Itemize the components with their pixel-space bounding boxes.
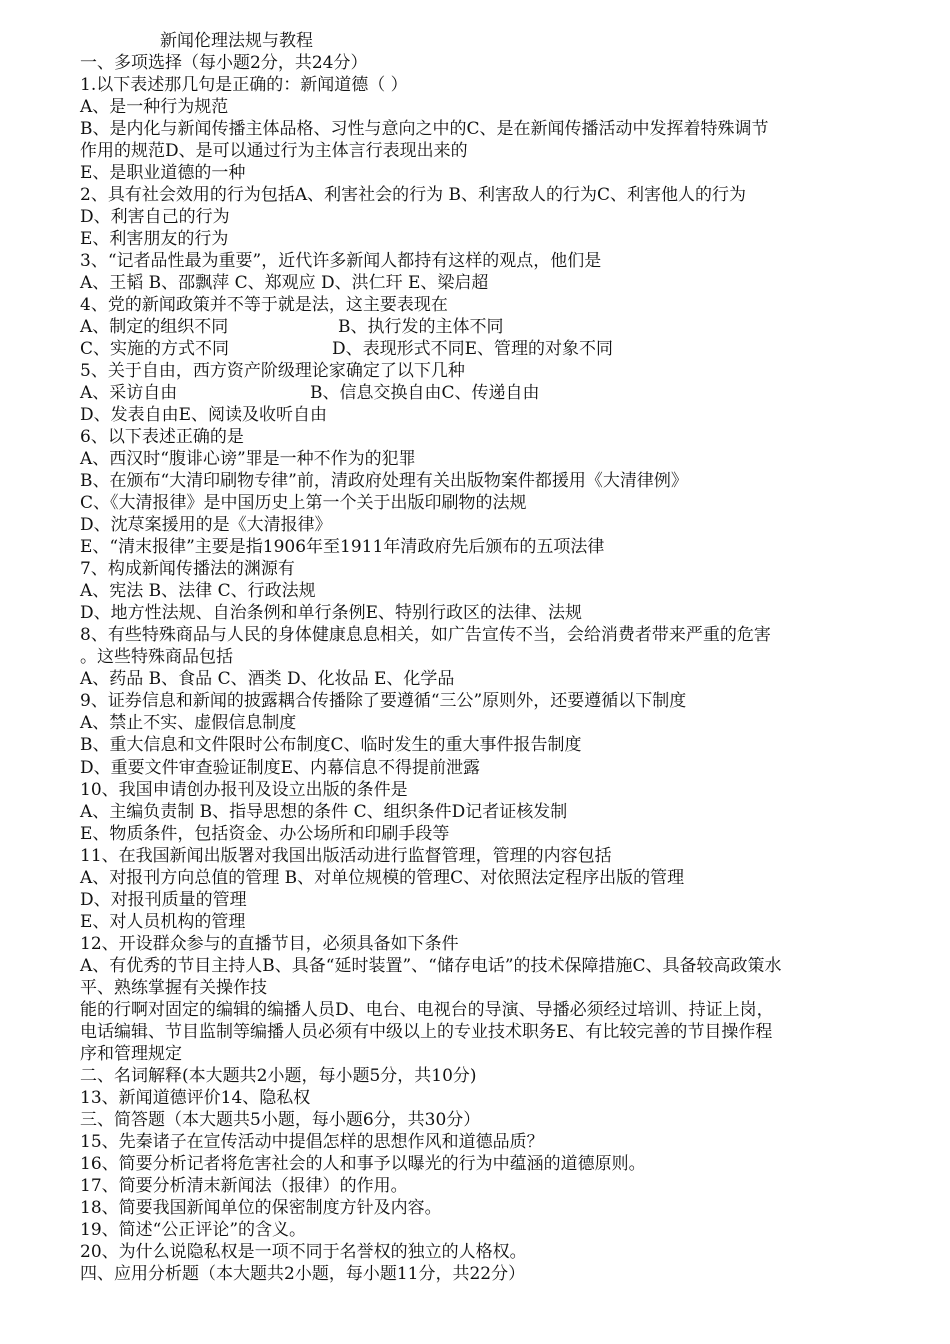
text-segment: D、对报刊质量的管理 [80, 889, 247, 910]
text-segment: E、对人员机构的管理 [80, 911, 246, 932]
text-segment: 7、构成新闻传播法的渊源有 [80, 559, 295, 580]
text-segment: A、有优秀的节目主持人B、具备“延时装置”、“储存电话”的技术保障措施C、具备较高政策水 [80, 955, 782, 976]
text-line [80, 823, 870, 845]
text-segment: D、地方性法规、自治条例和单行条例E、特别行政区的法律、法规 [80, 603, 583, 624]
text-segment: 17、简要分析清末新闻法（报律）的作用。 [80, 1175, 408, 1196]
text-line [80, 162, 870, 184]
text-segment: 平、熟练掌握有关操作技 [80, 977, 267, 998]
text-segment: D、表现形式不同E、管理的对象不同 [332, 339, 614, 360]
text-line [80, 646, 870, 668]
text-line [80, 558, 870, 580]
text-segment: 5、关于自由，西方资产阶级理论家确定了以下几种 [80, 361, 465, 382]
text-line [80, 779, 870, 801]
text-segment: E、利害朋友的行为 [80, 229, 229, 250]
text-line [80, 911, 870, 933]
text-line [80, 1197, 870, 1219]
text-line [80, 757, 870, 779]
text-line [80, 404, 870, 426]
text-line [80, 536, 870, 558]
text-line [80, 1087, 870, 1109]
text-line [80, 272, 870, 294]
text-segment: E、“清末报律”主要是指1906年至1911年清政府先后颁布的五项法律 [80, 537, 605, 558]
text-segment: D、利害自己的行为 [80, 207, 230, 228]
text-segment: A、主编负责制 B、指导思想的条件 C、组织条件D记者证核发制 [80, 801, 568, 822]
text-segment: 3、“记者品性最为重要”，近代许多新闻人都持有这样的观点，他们是 [80, 251, 602, 272]
text-segment: 18、简要我国新闻单位的保密制度方针及内容。 [80, 1197, 442, 1218]
text-segment: B、在颁布“大清印刷物专律”前，清政府处理有关出版物案件都援用《大清律例》 [80, 471, 688, 492]
text-segment: B、重大信息和文件限时公布制度C、临时发生的重大事件报告制度 [80, 735, 582, 756]
text-line [80, 1131, 870, 1153]
text-segment: 一、多项选择（每小题2分，共24分） [80, 53, 368, 73]
text-line [80, 448, 870, 470]
text-segment: A、是一种行为规范 [80, 97, 229, 118]
text-line [80, 1241, 870, 1263]
text-segment: A、禁止不实、虚假信息制度 [80, 713, 297, 734]
text-line [80, 228, 870, 250]
text-line [80, 1109, 870, 1131]
text-segment: 15、先秦诸子在宣传活动中提倡怎样的思想作风和道德品质？ [80, 1131, 544, 1152]
text-line [80, 624, 870, 646]
text-segment: 12、开设群众参与的直播节目，必须具备如下条件 [80, 933, 459, 954]
text-line [80, 206, 870, 228]
text-line [80, 1219, 870, 1241]
text-line [80, 1153, 870, 1175]
text-line [80, 52, 870, 74]
text-line [80, 845, 870, 867]
text-line [80, 1263, 870, 1285]
text-segment: 19、简述“公正评论”的含义。 [80, 1219, 307, 1240]
document-body [80, 52, 870, 1285]
text-segment: 10、我国申请创办报刊及设立出版的条件是 [80, 779, 408, 800]
text-line [80, 74, 870, 96]
text-segment: A、西汉时“腹诽心谤”罪是一种不作为的犯罪 [80, 449, 416, 470]
text-segment: A、药品 B、食品 C、酒类 D、化妆品 E、化学品 [80, 669, 455, 690]
text-segment: 9、证券信息和新闻的披露耦合传播除了要遵循“三公”原则外，还要遵循以下制度 [80, 691, 687, 712]
text-line [80, 338, 870, 360]
text-segment: 。这些特殊商品包括 [80, 647, 233, 668]
text-segment: 8、有些特殊商品与人民的身体健康息息相关，如广告宣传不当，会给消费者带来严重的危害 [80, 625, 771, 646]
text-line [80, 1021, 870, 1043]
text-segment: 11、在我国新闻出版署对我国出版活动进行监督管理，管理的内容包括 [80, 845, 612, 866]
text-segment: C、《大清报律》是中国历史上第一个关于出版印刷物的法规 [80, 493, 527, 514]
text-segment: A、对报刊方向总值的管理 B、对单位规模的管理C、对依照法定程序出版的管理 [80, 867, 685, 888]
text-line [80, 977, 870, 999]
text-segment: 三、简答题（本大题共5小题，每小题6分，共30分） [80, 1109, 481, 1130]
text-line [80, 801, 870, 823]
text-line [80, 1065, 870, 1087]
text-segment: A、制定的组织不同 [80, 317, 229, 338]
text-segment: E、是职业道德的一种 [80, 163, 246, 184]
text-segment: 2、具有社会效用的行为包括A、利害社会的行为 B、利害敌人的行为C、利害他人的行为 [80, 185, 746, 206]
text-segment: B、执行发的主体不同 [338, 317, 504, 338]
text-segment: A、采访自由 [80, 383, 178, 404]
text-line [80, 316, 870, 338]
text-segment: 四、应用分析题（本大题共2小题，每小题11分，共22分） [80, 1263, 526, 1284]
document-title: 新闻伦理法规与教程 [160, 31, 313, 51]
text-line [80, 96, 870, 118]
text-line [80, 602, 870, 624]
text-line [80, 889, 870, 911]
text-segment: 16、简要分析记者将危害社会的人和事予以曝光的行为中蕴涵的道德原则。 [80, 1153, 646, 1174]
text-segment: 4、党的新闻政策并不等于就是法，这主要表现在 [80, 295, 448, 316]
text-line [80, 382, 870, 404]
text-segment: D、重要文件审查验证制度E、内幕信息不得提前泄露 [80, 757, 481, 778]
text-line [80, 250, 870, 272]
text-line [80, 426, 870, 448]
text-segment: C、实施的方式不同 [80, 339, 230, 360]
text-line [80, 184, 870, 206]
text-segment: B、是内化与新闻传播主体品格、习性与意向之中的C、是在新闻传播活动中发挥着特殊调节 [80, 119, 769, 140]
text-segment: A、宪法 B、法律 C、行政法规 [80, 581, 316, 602]
text-line [80, 118, 870, 140]
text-line [80, 140, 870, 162]
text-line [80, 999, 870, 1021]
text-line [80, 514, 870, 536]
text-line [80, 933, 870, 955]
text-segment: 电话编辑、节目监制等编播人员必须有中级以上的专业技术职务E、有比较完善的节目操作程 [80, 1021, 773, 1042]
text-segment: A、王韬 B、邵飘萍 C、郑观应 D、洪仁玕 E、梁启超 [80, 273, 489, 294]
text-segment: E、物质条件，包括资金、办公场所和印刷手段等 [80, 823, 450, 844]
text-segment: 作用的规范D、是可以通过行为主体言行表现出来的 [80, 141, 468, 162]
text-line [80, 360, 870, 382]
text-line [80, 1175, 870, 1197]
text-line [80, 690, 870, 712]
text-segment: 能的行啊对固定的编辑的编播人员D、电台、电视台的导演、导播必须经过培训、持证上岗， [80, 999, 774, 1020]
text-segment: 13、新闻道德评价14、隐私权 [80, 1087, 311, 1108]
text-line [80, 867, 870, 889]
text-line [80, 1043, 870, 1065]
text-line [80, 580, 870, 602]
text-line [80, 294, 870, 316]
text-line [80, 668, 870, 690]
text-segment: B、信息交换自由C、传递自由 [310, 383, 540, 404]
text-segment: D、沈荩案援用的是《大清报律》 [80, 515, 332, 536]
text-segment: 二、名词解释(本大题共2小题，每小题5分，共10分) [80, 1065, 477, 1086]
text-segment: 6、以下表述正确的是 [80, 427, 244, 448]
text-segment: 20、为什么说隐私权是一项不同于名誉权的独立的人格权。 [80, 1241, 527, 1262]
text-segment: 序和管理规定 [80, 1043, 182, 1064]
text-segment: 1.以下表述那几句是正确的：新闻道德（ ） [80, 75, 408, 96]
text-line [80, 955, 870, 977]
text-segment: D、发表自由E、阅读及收听自由 [80, 405, 328, 426]
text-line [80, 712, 870, 734]
text-line [80, 734, 870, 756]
text-line [80, 470, 870, 492]
text-line [80, 492, 870, 514]
